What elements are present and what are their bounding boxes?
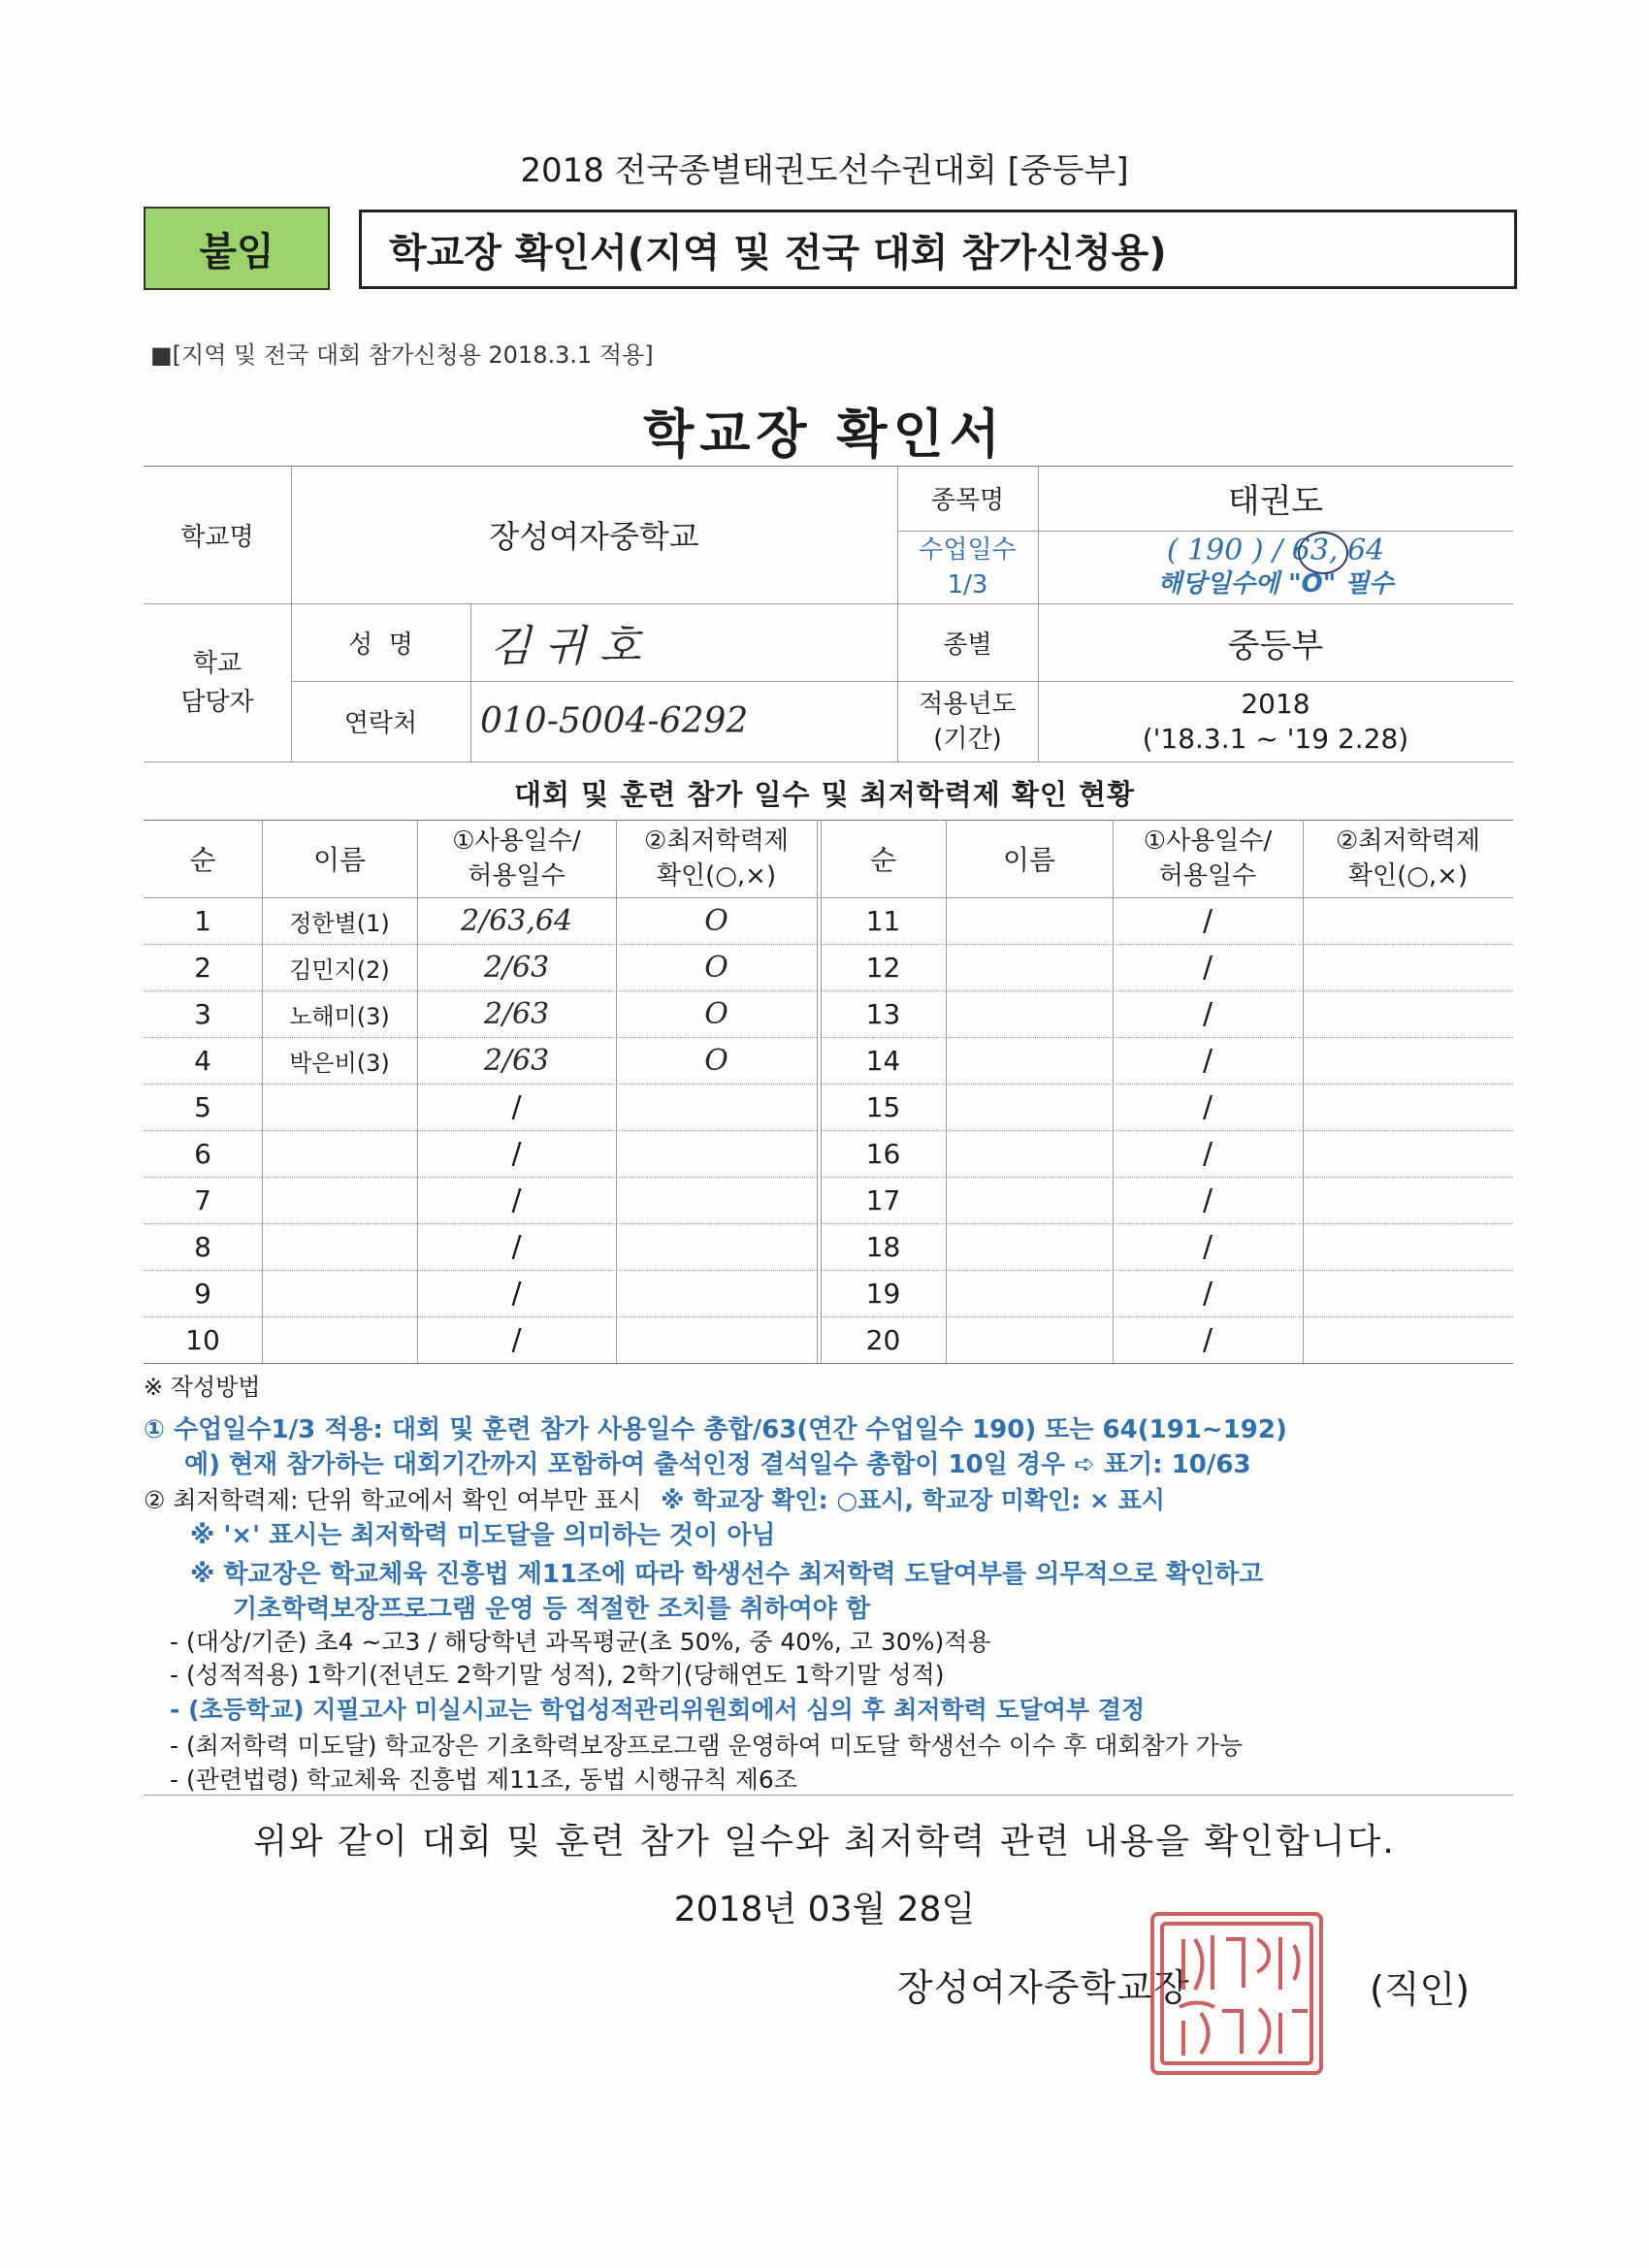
header-min-left-2: 확인(○,×) [656,861,777,891]
class-days-label [897,531,1038,603]
right-row-check [1303,1270,1513,1316]
right-row-no: 11 [865,904,901,937]
left-row-no: 5 [194,1090,211,1123]
left-row-no: 8 [194,1230,211,1263]
right-row-check [1303,897,1513,944]
year-value [1038,681,1513,761]
right-row-days: / [1202,1089,1213,1124]
school-label: 학교명 [180,522,254,552]
instruction-2-prefix: ② 최저학력제: 단위 학교에서 확인 여부만 표시 [144,1486,642,1514]
contact-label: 연락처 [343,709,418,738]
right-row-check [1303,1316,1513,1363]
header-days-right-2: 허용일수 [1158,861,1257,891]
right-row-no: 20 [865,1323,901,1356]
right-row-no: 15 [865,1090,901,1123]
header-name-left: 이름 [312,844,367,876]
manager-name: 김 귀 호 [490,622,641,671]
left-row-days: 2/63,64 [460,903,573,938]
right-row-days: / [1202,1043,1213,1078]
year-label-1: 적용년도 [919,689,1017,719]
header-days-left-2: 허용일수 [468,861,566,891]
right-row-days: / [1202,1322,1213,1357]
left-row-check [616,1223,817,1270]
manager-label-1: 학교 [192,648,242,678]
left-row-name: 정한별(1) [289,909,390,937]
year-label [897,681,1038,761]
right-row-check [1303,1037,1513,1084]
left-row-name [262,1316,417,1363]
class-days-label-1: 수업일수 [919,535,1017,565]
sport-label: 종목명 [930,486,1005,515]
left-row-check [616,1177,817,1223]
class-days-label-2: 1/3 [947,569,988,599]
left-row-name: 박은비(3) [289,1049,390,1077]
right-row-days: / [1202,1183,1213,1217]
instruction-1-line-1: ① 수업일수1/3 적용: 대회 및 훈련 참가 사용일수 총합/63(연간 수업일수 190) 또는 64(191~192) [144,1415,1287,1444]
header-name-right: 이름 [1002,844,1056,876]
right-row-no: 19 [865,1277,901,1310]
school-name: 장성여자중학교 [489,518,699,555]
year-label-2: (기간) [933,724,1002,754]
left-row-check: O [704,950,728,985]
header-min-left [616,820,817,897]
left-row-no: 1 [194,904,211,937]
right-row-name [946,1223,1113,1270]
header-days-left-1: ①사용일수/ [452,826,581,856]
header-no-left: 순 [189,844,216,876]
seal-note: (직인) [1370,1968,1471,2011]
header-days-right-1: ①사용일수/ [1143,826,1273,856]
left-row-check: O [704,1043,728,1078]
left-row-no: 9 [194,1277,211,1310]
confirmation-date: 2018년 03월 28일 [673,1890,976,1929]
left-row-days: 2/63 [483,996,550,1031]
sport-value: 태권도 [1227,482,1324,521]
right-row-no: 18 [865,1230,901,1263]
left-row-name [262,1130,417,1177]
left-row-check [616,1130,817,1177]
right-row-days: / [1202,1276,1213,1311]
left-row-days: / [511,1136,522,1171]
confirmation-statement: 위와 같이 대회 및 훈련 참가 일수와 최저학력 관련 내용을 확인합니다. [253,1822,1396,1862]
left-row-check [616,1316,817,1363]
left-row-name [262,1177,417,1223]
instruction-1-line-2: 예) 현재 참가하는 대회기간까지 포함하여 출석인정 결석일수 총합이 10일 경우 ➪ 표기: 10/63 [184,1450,1251,1479]
header-min-right [1303,820,1513,897]
right-row-name [946,990,1113,1037]
class-days-value [1038,531,1513,603]
right-row-days: / [1202,903,1213,938]
right-row-check [1303,990,1513,1037]
right-row-no: 14 [865,1044,901,1077]
right-row-check [1303,1084,1513,1130]
header-min-right-1: ②최저학력제 [1336,826,1480,856]
header-days-right [1113,820,1303,897]
right-row-name [946,1177,1113,1223]
right-row-days: / [1202,950,1213,985]
circle-mark-icon [1298,532,1348,574]
year-value-main: 2018 [1241,687,1310,720]
left-row-name: 노해미(3) [289,1002,390,1030]
attachment-badge [144,207,330,290]
left-row-days: / [511,1089,522,1124]
right-row-name [946,1316,1113,1363]
detail-5: - (관련법령) 학교체육 진흥법 제11조, 동법 시행규칙 제6조 [170,1766,797,1794]
right-row-no: 16 [865,1137,901,1170]
left-row-days: / [511,1322,522,1357]
category-label: 종별 [943,630,992,660]
instruction-2-suffix: ※ 학교장 확인: ○표시, 학교장 미확인: × 표시 [661,1486,1165,1514]
left-row-check: O [704,996,728,1031]
right-row-check [1303,944,1513,990]
right-row-days: / [1202,1136,1213,1171]
left-row-no: 10 [185,1323,220,1356]
right-row-name [946,1130,1113,1177]
status-title: 대회 및 훈련 참가 일수 및 최저학력제 확인 현황 [513,778,1136,811]
right-row-name [946,1084,1113,1130]
competition-title: 2018 전국종별태권도선수권대회 [중등부] [520,151,1129,190]
right-row-check [1303,1177,1513,1223]
right-row-no: 12 [865,951,901,984]
right-row-check [1303,1223,1513,1270]
left-row-no: 4 [194,1044,211,1077]
left-row-name: 김민지(2) [289,956,390,984]
header-min-left-1: ②최저학력제 [644,826,789,856]
main-title: 학교장 확인서 [643,404,1006,465]
attachment-badge-label: 붙임 [199,229,275,275]
left-row-days: / [511,1183,522,1217]
left-row-name [262,1223,417,1270]
right-row-no: 17 [865,1183,901,1216]
class-days-note: 해당일수에 "O" 필수 [1157,568,1394,599]
left-row-name [262,1270,417,1316]
form-title-box [359,210,1517,289]
right-row-no: 13 [865,997,901,1030]
right-row-name [946,944,1113,990]
detail-1: - (대상/기준) 초4 ~고3 / 해당학년 과목평균(초 50%, 중 40%, 고 30%)적용 [170,1628,991,1656]
right-row-name [946,1270,1113,1316]
left-row-check: O [704,903,728,938]
right-row-name [946,897,1113,944]
left-row-no: 6 [194,1137,211,1170]
right-row-check [1303,1130,1513,1177]
left-row-days: 2/63 [483,950,550,985]
right-row-days: / [1202,996,1213,1031]
form-title: 학교장 확인서(지역 및 전국 대회 참가신청용) [389,230,1167,275]
manager-label [144,603,291,761]
detail-2: - (성적적용) 1학기(전년도 2학기말 성적), 2학기(당해연도 1학기말 성적) [170,1661,945,1689]
left-row-check [616,1270,817,1316]
left-row-no: 2 [194,951,211,984]
header-days-left [417,820,616,897]
manager-label-2: 담당자 [180,687,254,717]
header-min-right-2: 확인(○,×) [1347,861,1469,891]
name-label: 성 명 [348,630,413,660]
right-row-days: / [1202,1229,1213,1264]
left-row-check [616,1084,817,1130]
instructions-heading: ※ 작성방법 [144,1374,261,1401]
detail-3: - (초등학교) 지필고사 미실시교는 학업성적관리위원회에서 심의 후 최저학력 도달여부 결정 [170,1696,1146,1724]
right-row-name [946,1037,1113,1084]
year-period: ('18.3.1 ~ '19 2.28) [1142,722,1409,755]
note-1: ※ '×' 표시는 최저학력 미도달을 의미하는 것이 아님 [190,1521,776,1550]
left-row-no: 3 [194,997,211,1030]
category-value: 중등부 [1227,626,1324,665]
header-no-right: 순 [869,844,897,876]
left-row-days: / [511,1276,522,1311]
left-row-days: 2/63 [483,1043,550,1078]
notice-line: ■[지역 및 전국 대회 참가신청용 2018.3.1 적용] [150,341,654,369]
detail-4: - (최저학력 미도달) 학교장은 기초학력보장프로그램 운영하여 미도달 학생선수 이수 후 대회참가 가능 [170,1732,1244,1760]
note-2-line-1: ※ 학교장은 학교체육 진흥법 제11조에 따라 학생선수 최저학력 도달여부를 의무적으로 확인하고 [190,1560,1264,1589]
class-days-numbers: ( 190 ) / 63, 64 [1166,533,1385,567]
contact-value: 010-5004-6292 [480,701,749,741]
left-row-days: / [511,1229,522,1264]
instruction-2 [144,1481,1165,1516]
left-row-name [262,1084,417,1130]
principal-name: 장성여자중학교장 [897,1966,1190,2009]
note-2-line-2: 기초학력보장프로그램 운영 등 적절한 조치를 취하여야 함 [233,1595,871,1624]
left-row-no: 7 [194,1183,211,1216]
official-seal-icon [1145,1906,1329,2081]
